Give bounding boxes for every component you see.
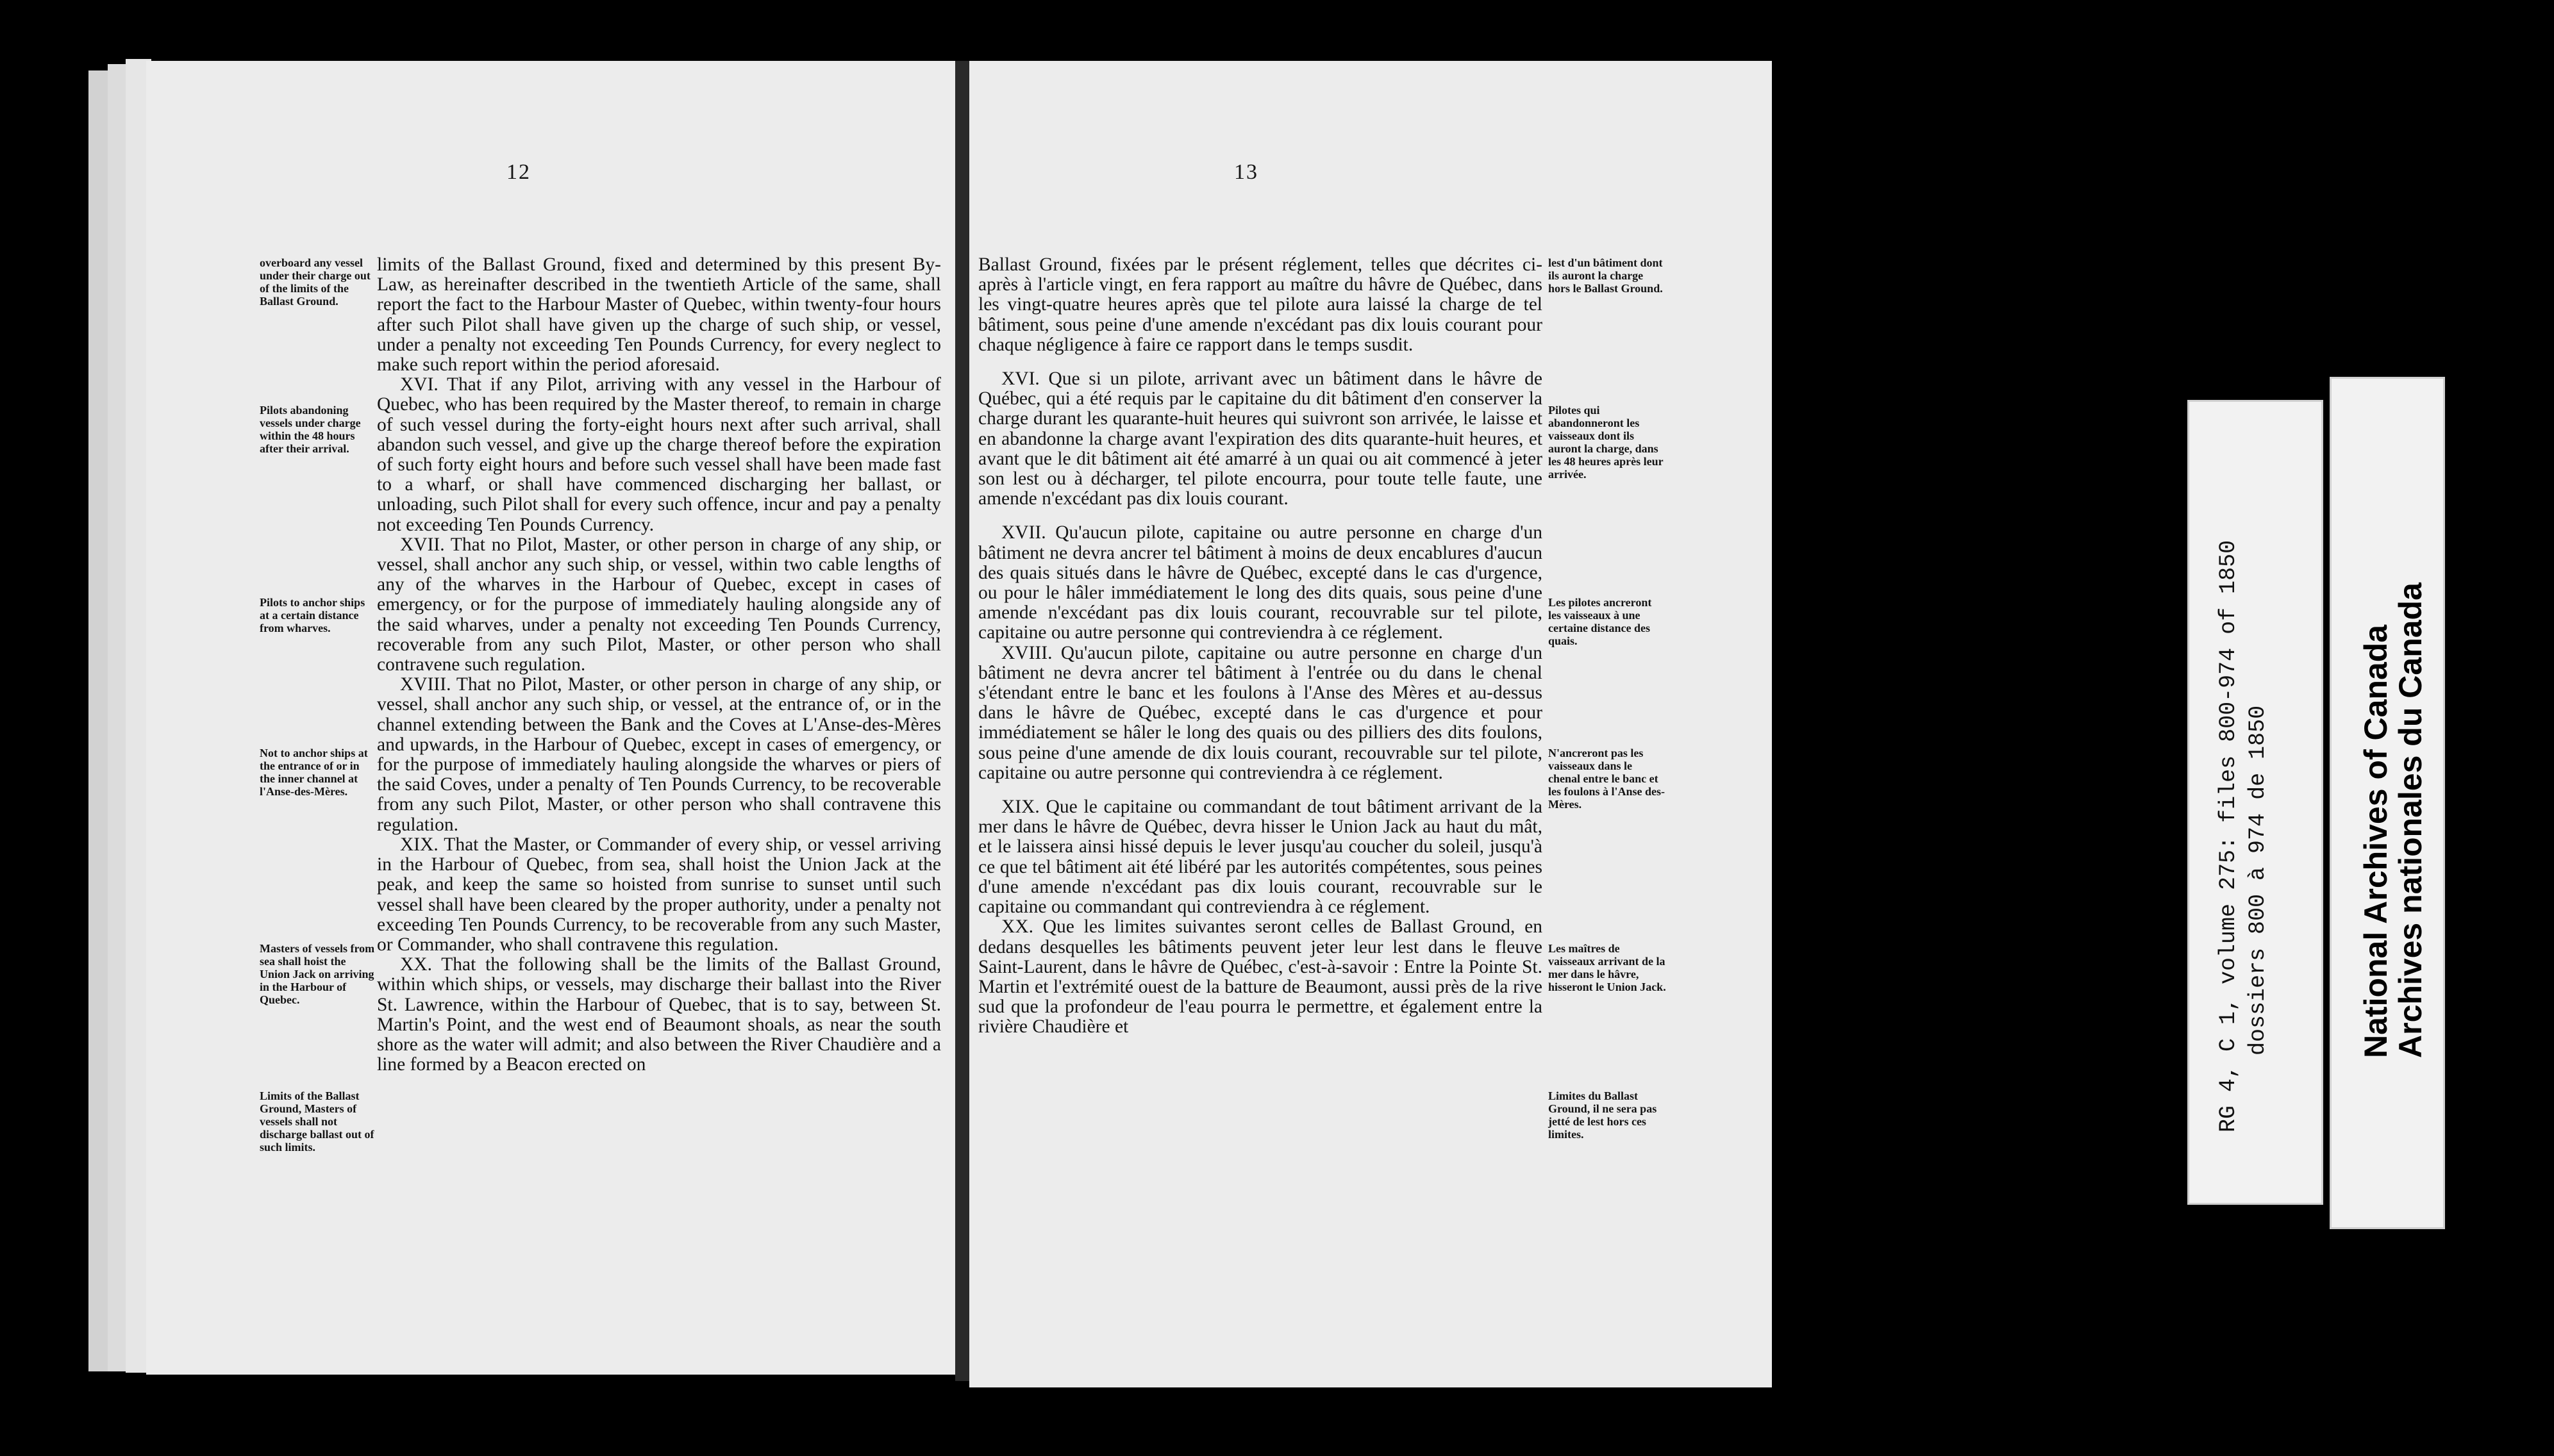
- paragraph: XIX. That the Master, or Commander of every ship, or vessel arriving in the Harbour of Quebec, from sea, shall hoist the Union Jack at the peak, and keep the same so hoisted from sunrise to sunset until such vessel shall have been cleared by the proper authority, under a penalty not exceeding Ten Pounds Currency, to be recoverable from any such Master, or Commander, who shall contravene this regulation.: [377, 834, 941, 955]
- institution-name-french: Archives nationales du Canada: [2392, 583, 2428, 1058]
- margin-note: lest d'un bâtiment dont ils auront la charge hors le Ballast Ground.: [1548, 256, 1663, 295]
- archive-reference-line: RG 4, C 1, volume 275: files 800-974 of 1850: [2216, 540, 2241, 1132]
- margin-note: N'ancreront pas les vaisseaux dans le chenal entre le banc et les foulons à l'Anse des-Mères.: [1548, 747, 1665, 811]
- paragraph: XVIII. That no Pilot, Master, or other person in charge of any ship, or vessel, shall anchor any such ship, or vessel, at the entrance of, or in the channel extending between the Bank and the Coves at L'Anse-des-Mères and upwards, in the Harbour of Quebec, except in cases of emergency, or for the purpose of immediately hauling alongside the wharves or piers of the said Coves, under a penalty of Ten Pounds Currency, to be recoverable from any such Pilot, Master, or other person who shall contravene this regulation.: [377, 674, 941, 835]
- left-body-text: [377, 255, 941, 1075]
- margin-note: Masters of vessels from sea shall hoist the Union Jack on arriving in the Harbour of Quebec.: [260, 942, 375, 1006]
- margin-note: Pilots to anchor ships at a certain distance from wharves.: [260, 596, 365, 634]
- page-number-right: 13: [1234, 160, 1258, 184]
- margin-note: overboard any vessel under their charge out of the limits of the Ballast Ground.: [260, 256, 371, 308]
- page-number-left: 12: [506, 160, 531, 184]
- margin-note: Limits of the Ballast Ground, Masters of vessels shall not discharge ballast out of such limits.: [260, 1089, 374, 1154]
- paragraph: XVI. That if any Pilot, arriving with any vessel in the Harbour of Quebec, who has been required by the Master thereof, to remain in charge of such vessel during the forty-eight hours next after such arrival, shall abandon such vessel, and give up the charge thereof before the expiration of such forty eight hours and before such vessel shall have been made fast to a wharf, or shall have commenced discharging her ballast, or unloading, such Pilot shall for every such offence, incur and pay a penalty not exceeding Ten Pounds Currency.: [377, 374, 941, 535]
- archive-reference-line: dossiers 800 à 974 de 1850: [2245, 705, 2271, 1055]
- book-gutter: [955, 61, 969, 1381]
- institution-name-english: National Archives of Canada: [2358, 624, 2394, 1058]
- margin-note: Les maîtres de vaisseaux arrivant de la mer dans le hâvre, hisseront le Union Jack.: [1548, 942, 1666, 993]
- paragraph: XX. Que les limites suivantes seront celles de Ballast Ground, en dedans desquelles les bâtiments peuvent jeter leur lest dans le fleuve Saint-Laurent, dans le hâvre de Québec, c'est-à-savoir : Entre la Pointe St. Martin et l'extrémité ouest de la batture de Beaumont, aussi près de la rive sud que la profondeur de l'eau pourra le permettre, et également entre la rivière Chaudière et: [978, 916, 1542, 1038]
- paragraph: XVIII. Qu'aucun pilote, capitaine ou autre personne en charge d'un bâtiment ne devra ancrer tel bâtiment à l'entrée ou du dans le chenal s'étendant entre le banc et les foulons à l'Anse des Mères et au-dessus dans le hâvre de Québec, excepté dans le cas d'urgence et pour immédiatement se hâler le long des quais ou des pilliers des dits foulons, sous peine d'une amende de dix louis courant, recouvrable sur tel pilote, capitaine ou autre personne qui contreviendra à ce réglement.: [978, 642, 1542, 783]
- margin-note: Les pilotes ancreront les vaisseaux à une certaine distance des quais.: [1548, 596, 1652, 647]
- paragraph: XX. That the following shall be the limits of the Ballast Ground, within which ships, or vessels, may discharge their ballast into the River St. Lawrence, within the Harbour of Quebec, that is to say, between St. Martin's Point, and the west end of Beaumont shoals, as near the south shore as the water will admit; and also between the River Chaudière and a line formed by a Beacon erected on: [377, 954, 941, 1075]
- right-body-text: [978, 255, 1542, 1038]
- paragraph: XVI. Que si un pilote, arrivant avec un bâtiment dans le hâvre de Québec, qui a été requis par le capitaine du dit bâtiment d'en conserver la charge durant les quarante-huit heures qui suivront son arrivée, le laisse et en abandonne la charge avant l'expiration des dits quarante-huit heures, et avant que le dit bâtiment ait été amarré à un quai ou ait commencé à jeter son lest ou à décharger, tel pilote encourra, pour toute telle faute, une amende n'excédant pas dix louis courant.: [978, 368, 1542, 509]
- archive-reference-label: [2187, 400, 2323, 1205]
- paragraph: XIX. Que le capitaine ou commandant de tout bâtiment arrivant de la mer dans le hâvre de Québec, devra hisser le Union Jack au haut du mât, et le laissera ainsi hissé depuis le lever jusqu'au coucher du soleil, jusqu'à ce que tel bâtiment ait été libéré par les autorités compétentes, sous peines d'une amende n'excédant pas dix louis courant, recouvrable sur le capitaine ou commandant qui contreviendra à ce réglement.: [978, 797, 1542, 918]
- margin-note: Pilots abandoning vessels under charge within the 48 hours after their arrival.: [260, 404, 361, 455]
- institution-label: [2330, 377, 2445, 1229]
- margin-note: Limites du Ballast Ground, il ne sera pas jetté de lest hors ces limites.: [1548, 1089, 1657, 1141]
- paragraph: XVII. That no Pilot, Master, or other person in charge of any ship, or vessel, shall anchor any such ship, or vessel, within two cable lengths of any of the wharves in the Harbour of Quebec, except in cases of emergency, or for the purpose of immediately hauling alongside any of the said wharves, under a penalty not exceeding Ten Pounds Currency, recoverable from any such Pilot, Master, or other person who shall contravene such regulation.: [377, 534, 941, 675]
- paragraph: Ballast Ground, fixées par le présent réglement, telles que décrites ci-après à l'article vingt, en fera rapport au maître du hâvre de Québec, dans les vingt-quatre heures après que tel pilote aura laissé la charge de tel bâtiment, sous peine d'une amende n'excédant pas dix louis courant pour chaque négligence à faire ce rapport dans le temps susdit.: [978, 254, 1542, 355]
- margin-note: Pilotes qui abandonneront les vaisseaux dont ils auront la charge, dans les 48 heures après leur arrivée.: [1548, 404, 1664, 481]
- margin-note: Not to anchor ships at the entrance of or in the inner channel at l'Anse-des-Mères.: [260, 747, 368, 798]
- paragraph: XVII. Qu'aucun pilote, capitaine ou autre personne en charge d'un bâtiment ne devra ancrer tel bâtiment à moins de deux encablures d'aucun des quais situés dans le hâvre de Québec, excepté dans le cas d'urgence, ou pour le hâler immédiatement le long des dits quais, sous peine d'une amende n'excédant pas dix louis courant, recouvrable sur tel pilote, capitaine ou autre personne qui contreviendra à ce réglement.: [978, 522, 1542, 643]
- paragraph: limits of the Ballast Ground, fixed and determined by this present By-Law, as hereinafter described in the twentieth Article of the same, shall report the fact to the Harbour Master of Quebec, within twenty-four hours after such Pilot shall have given up the charge of such ship, or vessel, under a penalty not exceeding Ten Pounds Currency, for every neglect to make such report within the period aforesaid.: [377, 254, 941, 376]
